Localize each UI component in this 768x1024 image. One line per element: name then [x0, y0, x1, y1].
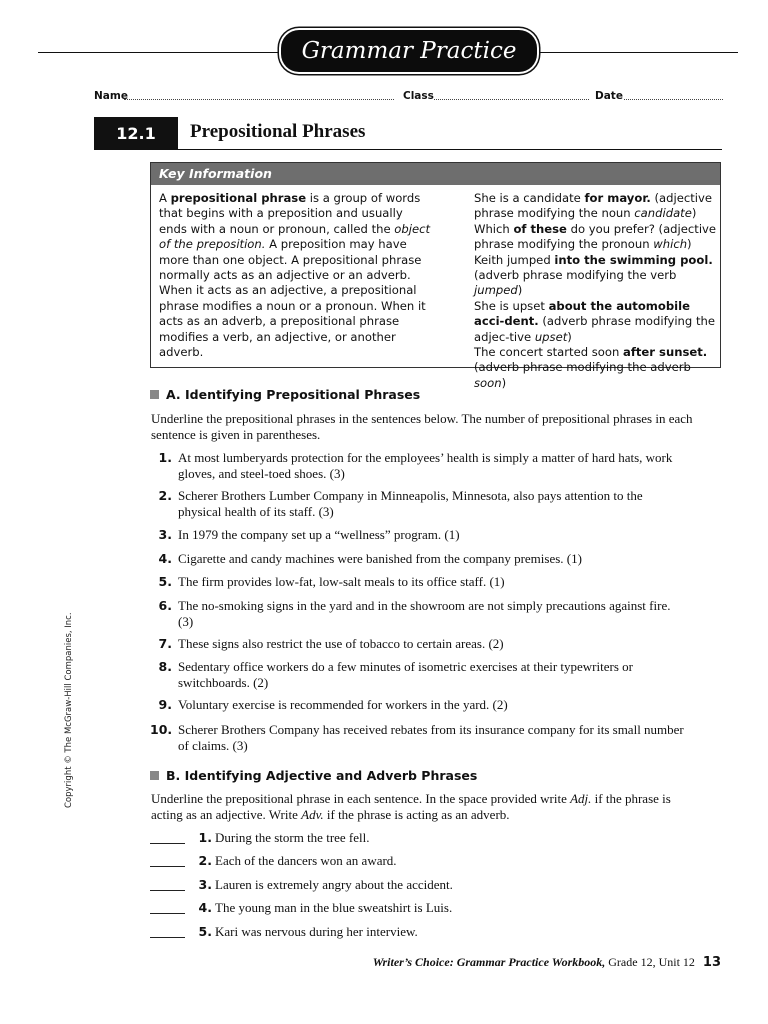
- key-information-examples: [474, 191, 719, 391]
- example-5: The concert started soon after sunset. (adverb phrase modifying the adverb soon): [474, 345, 708, 390]
- name-label: Name: [94, 90, 128, 102]
- answer-blank[interactable]: [150, 913, 185, 914]
- part-a-heading: A. Identifying Prepositional Phrases: [150, 387, 420, 402]
- banner-title: Grammar Practice: [281, 30, 537, 72]
- section-number: 12.1: [94, 117, 178, 150]
- example-4: She is upset about the automobile acci-dent. (adverb phrase modifying the adjec-tive upset): [474, 298, 715, 344]
- class-field[interactable]: [434, 99, 589, 100]
- answer-blank[interactable]: [150, 866, 185, 867]
- footer-grade-unit: Grade 12, Unit 12: [605, 955, 695, 969]
- answer-blank[interactable]: [150, 890, 185, 891]
- answer-blank[interactable]: [150, 843, 185, 844]
- section-title: Prepositional Phrases: [190, 121, 366, 142]
- square-bullet-icon: [150, 390, 159, 399]
- example-2: Which of these do you prefer? (adjective phrase modifying the pronoun which): [474, 221, 717, 252]
- class-label: Class: [403, 90, 434, 102]
- example-1: She is a candidate for mayor. (adjective phrase modifying the noun candidate): [474, 191, 712, 221]
- footer-book-title: Writer’s Choice: Grammar Practice Workbook,: [372, 955, 606, 969]
- part-b-instructions: Underline the prepositional phrase in each sentence. In the space provided write Adj. if the phrase is acting as an adjective. Write Adv. if the phrase is acting as an adverb.: [151, 791, 671, 822]
- key-information-box: [150, 162, 721, 390]
- date-label: Date: [595, 90, 623, 102]
- name-field[interactable]: [124, 99, 394, 100]
- key-information-heading: Key Information: [151, 163, 720, 185]
- part-b-heading: B. Identifying Adjective and Adverb Phrases: [150, 768, 477, 783]
- name-class-date-row: [94, 90, 724, 106]
- answer-blank[interactable]: [150, 937, 185, 938]
- section-rule: [178, 149, 722, 150]
- example-3: Keith jumped into the swimming pool. (adverb phrase modifying the verb jumped): [474, 252, 713, 298]
- key-information-definition: A prepositional phrase is a group of words that begins with a preposition and usually ends with a noun or pronoun, called the object of the preposition. A preposition may have more than one object. A prepositional phrase normally acts as an adjective or an adverb. When it acts as an adjective, a prepositional phrase modifies a noun or a pronoun. When it acts as an adverb, a prepositional phrase modifies a verb, an adjective, or another adverb.: [159, 191, 431, 360]
- page-footer: [373, 955, 721, 970]
- square-bullet-icon: [150, 771, 159, 780]
- copyright-notice: Copyright © The McGraw-Hill Companies, Inc.: [64, 612, 74, 808]
- date-field[interactable]: [624, 99, 723, 100]
- part-a-instructions: Underline the prepositional phrases in the sentences below. The number of prepositional phrases in each sentence is given in parentheses.: [151, 411, 693, 442]
- page-number: 13: [702, 955, 721, 970]
